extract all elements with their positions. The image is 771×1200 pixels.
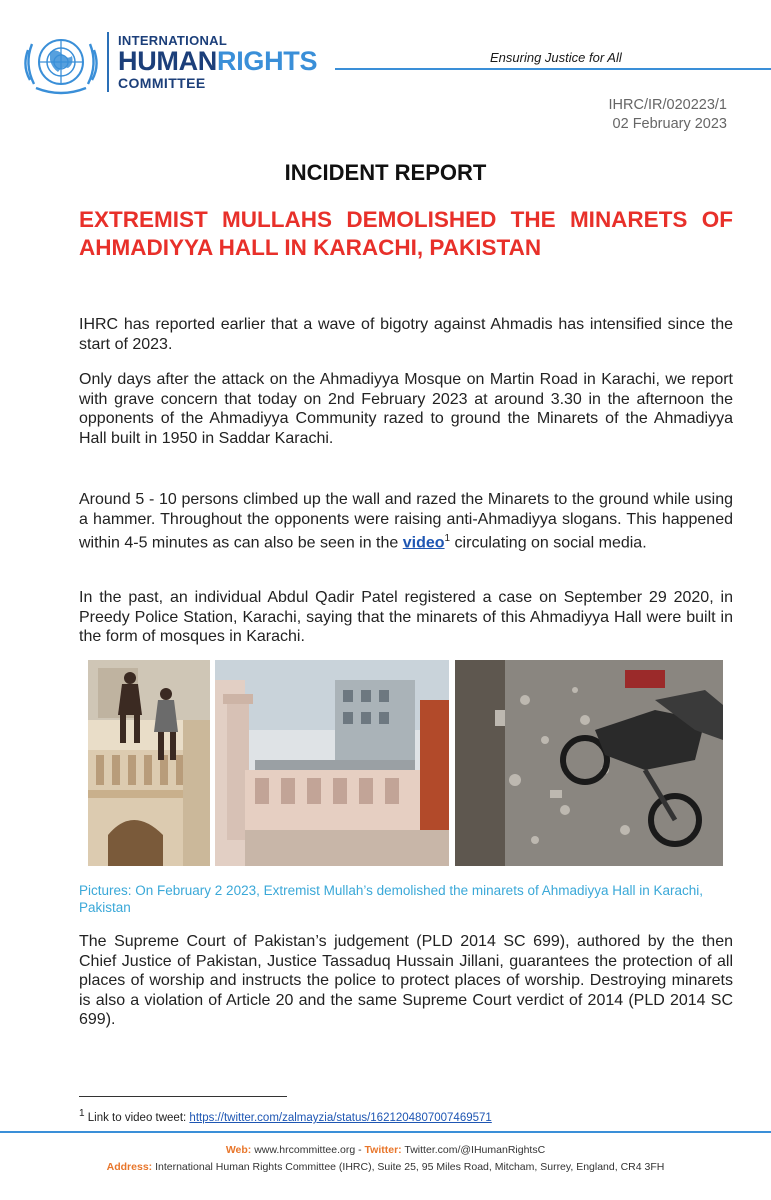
org-name-line-1: INTERNATIONAL bbox=[118, 33, 228, 48]
org-name-line-3: COMMITTEE bbox=[118, 75, 206, 91]
address-label: Address: bbox=[106, 1161, 153, 1173]
photo-rubble-motorcycles bbox=[455, 660, 723, 866]
org-name-rights: RIGHTS bbox=[217, 46, 318, 76]
paragraph-5: The Supreme Court of Pakistan’s judgement (PLD 2014 SC 699), authored by the then Chief Justice of Pakistan, Justice Tassaduq Hussain Jillani, guarantees the protection of all places of worship and instructs the police to protect places of worship. Destroying minarets is also a violation of Article 20 and the same Supreme Court verdict of 2014 (PLD 2014 SC 699). bbox=[79, 933, 733, 1028]
footnote-rule bbox=[79, 1096, 287, 1097]
org-name-human: HUMAN bbox=[118, 46, 217, 76]
photo-damaged-wall bbox=[215, 660, 449, 866]
footnote bbox=[79, 1108, 492, 1124]
paragraph-1: IHRC has reported earlier that a wave of bigotry against Ahmadis has intensified since the start of 2023. bbox=[79, 316, 733, 353]
reference-block bbox=[609, 96, 727, 134]
header-rule bbox=[335, 68, 771, 70]
footer-contact-line bbox=[0, 1142, 771, 1159]
tagline: Ensuring Justice for All bbox=[490, 50, 622, 65]
organization-logo-text bbox=[118, 34, 317, 90]
footnote-number: 1 bbox=[79, 1108, 85, 1119]
photo-men-on-minaret bbox=[88, 660, 210, 866]
un-globe-logo-icon bbox=[22, 30, 100, 96]
address-text: International Human Rights Committee (IHRC), Suite 25, 95 Miles Road, Mitcham, Surrey, England, CR4 3FH bbox=[155, 1161, 665, 1173]
footer-rule bbox=[0, 1131, 771, 1133]
footnote-label: Link to video tweet: bbox=[87, 1111, 190, 1124]
photo-caption: Pictures: On February 2 2023, Extremist Mullah’s demolished the minarets of Ahmadiyya Hall in Karachi, Pakistan bbox=[79, 883, 704, 915]
twitter-handle[interactable]: Twitter.com/@IHumanRightsC bbox=[404, 1144, 546, 1156]
web-label: Web: bbox=[225, 1144, 252, 1156]
paragraph-3 bbox=[79, 490, 733, 553]
paragraph-4: In the past, an individual Abdul Qadir Patel registered a case on September 29 2020, in Preedy Police Station, Karachi, saying that the minarets of this Ahmadiyya Hall were built in the form of mosques in Karachi. bbox=[79, 589, 733, 645]
twitter-label: Twitter: bbox=[364, 1144, 402, 1156]
reference-code: IHRC/IR/020223/1 bbox=[608, 97, 727, 113]
footer-address-line bbox=[0, 1159, 771, 1176]
page-footer bbox=[0, 1142, 771, 1176]
report-headline: EXTREMIST MULLAHS DEMOLISHED THE MINARETS OF AHMADIYYA HALL IN KARACHI, PAKISTAN bbox=[79, 207, 733, 260]
paragraph-2: Only days after the attack on the Ahmadiyya Mosque on Martin Road in Karachi, we report with grave concern that today on 2nd February 2023 at around 3.30 in the afternoon the opponents of the Ahmadiyya Community razed to ground the Minarets of the Ahmadiyya Hall built in 1950 in Saddar Karachi. bbox=[79, 371, 733, 447]
paragraph-3-text-a: Around 5 - 10 persons climbed up the wall and razed the Minarets to the ground while using a hammer. Throughout the opponents were raising anti-Ahmadiyya slogans. This happened within 4-5 minutes as can also be seen in the bbox=[79, 491, 733, 552]
video-link[interactable]: video bbox=[402, 534, 445, 552]
footer-separator: - bbox=[355, 1144, 365, 1156]
logo-divider bbox=[107, 32, 109, 92]
org-name-line-2 bbox=[118, 48, 317, 75]
footnote-ref[interactable]: 1 bbox=[444, 533, 451, 544]
footnote-link[interactable]: https://twitter.com/zalmayzia/status/1621204807007469571 bbox=[189, 1111, 492, 1124]
web-url[interactable]: www.hrcommittee.org bbox=[254, 1144, 356, 1156]
reference-date: 02 February 2023 bbox=[612, 116, 727, 132]
document-title: INCIDENT REPORT bbox=[284, 160, 487, 185]
paragraph-3-text-b: circulating on social media. bbox=[450, 534, 647, 552]
